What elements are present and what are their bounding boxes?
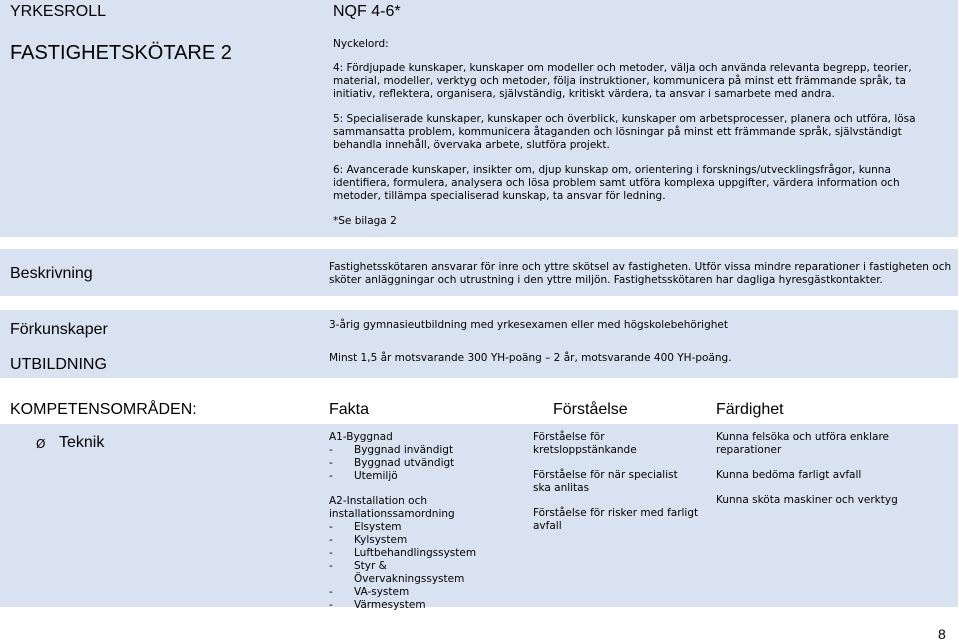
education-label: UTBILDNING	[10, 356, 107, 373]
list-item: - Värmesystem	[329, 599, 509, 612]
fardighet-item: Kunna sköta maskiner och verktyg	[716, 494, 898, 506]
page-number: 8	[938, 626, 946, 642]
header-left-block	[0, 0, 322, 237]
competence-area-label: Teknik	[59, 434, 105, 451]
list-item: - Utemiljö	[329, 470, 514, 483]
list-item: - Luftbehandlingssystem	[329, 547, 509, 560]
col-header-fakta: Fakta	[329, 401, 370, 418]
col-header-forstaelse: Förståelse	[553, 401, 628, 418]
list-item: - Styr & Övervakningssystem	[329, 560, 454, 586]
header-right-label: NQF 4-6*	[333, 3, 401, 20]
forstaelse-item: Förståelse för kretsloppstänkande	[533, 431, 637, 456]
fakta-group1-list	[329, 444, 514, 483]
nqf-level-5: 5: Specialiserade kunskaper, kunskaper och överblick, kunskaper om arbetsprocesser, planera och utföra, lösa sammansatta problem, kommunicera åtaganden och lösningar på minst ett främmande språk, självständigt behandla innehåll, övervaka arbete, slutföra projekt.	[333, 113, 916, 151]
nqf-levels	[333, 38, 948, 228]
fardighet-item: Kunna bedöma farligt avfall	[716, 469, 862, 481]
list-item: - Byggnad utvändigt	[329, 457, 514, 470]
list-item: - VA-system	[329, 586, 509, 599]
education-text: Minst 1,5 år motsvarande 300 YH-poäng – 2 år, motsvarande 400 YH-poäng.	[329, 352, 732, 364]
fardighet-item: Kunna felsöka och utföra enklare reparationer	[716, 431, 889, 456]
prerequisites-label: Förkunskaper	[10, 321, 108, 338]
fardighet-content	[716, 431, 951, 507]
competence-area	[38, 433, 104, 452]
forstaelse-item: Förståelse för risker med farligt avfall	[533, 507, 699, 532]
list-item: - Elsystem	[329, 521, 509, 534]
forstaelse-item: Förståelse för när specialist ska anlitas	[533, 469, 678, 494]
prerequisites-text: 3-årig gymnasieutbildning med yrkesexamen eller med högskolebehörighet	[329, 319, 728, 331]
nqf-note: *Se bilaga 2	[333, 215, 397, 227]
header-left-label: YRKESROLL	[10, 3, 107, 20]
nqf-level-4: 4: Fördjupade kunskaper, kunskaper om modeller och metoder, välja och använda relevanta begrepp, teorier, material, modeller, verktyg och metoder, följa instruktioner, kommunicera på minst ett främmande språk, ta initiativ, reflektera, organisera, självständig, kritiskt värdera, ta ansvar i samarbete med andra.	[333, 62, 912, 100]
description-label: Beskrivning	[10, 265, 93, 282]
col-header-fardighet: Färdighet	[716, 401, 784, 418]
arrow-bullet-icon: Ø	[36, 437, 46, 451]
forstaelse-content	[533, 431, 703, 533]
keyword-heading: Nyckelord:	[333, 38, 389, 50]
fakta-group2-title: A2-Installation och installationssamordning	[329, 495, 455, 520]
fakta-group1-title: A1-Byggnad	[329, 431, 393, 443]
fakta-group2-list	[329, 521, 509, 612]
nqf-level-6: 6: Avancerade kunskaper, insikter om, djup kunskap om, orientering i forsknings/utvecklingsfrågor, kunna identifiera, formulera, analysera och lösa problem samt utföra komplexa uppgifter, värdera information och metoder, tillämpa specialiserad kunskap, ta ansvar för ledning.	[333, 164, 900, 202]
role-title: FASTIGHETSKÖTARE 2	[10, 42, 232, 64]
list-item: - Byggnad invändigt	[329, 444, 514, 457]
list-item: - Kylsystem	[329, 534, 509, 547]
competence-heading: KOMPETENSOMRÅDEN:	[10, 401, 197, 418]
fakta-content	[329, 431, 514, 612]
description-text: Fastighetsskötaren ansvarar för inre och yttre skötsel av fastigheten. Utför vissa mindre reparationer i fastigheten och sköter anläggningar och utrustning i den yttre miljön. Fastighetsskötaren har dagliga hyresgästkontakter.	[329, 261, 952, 286]
